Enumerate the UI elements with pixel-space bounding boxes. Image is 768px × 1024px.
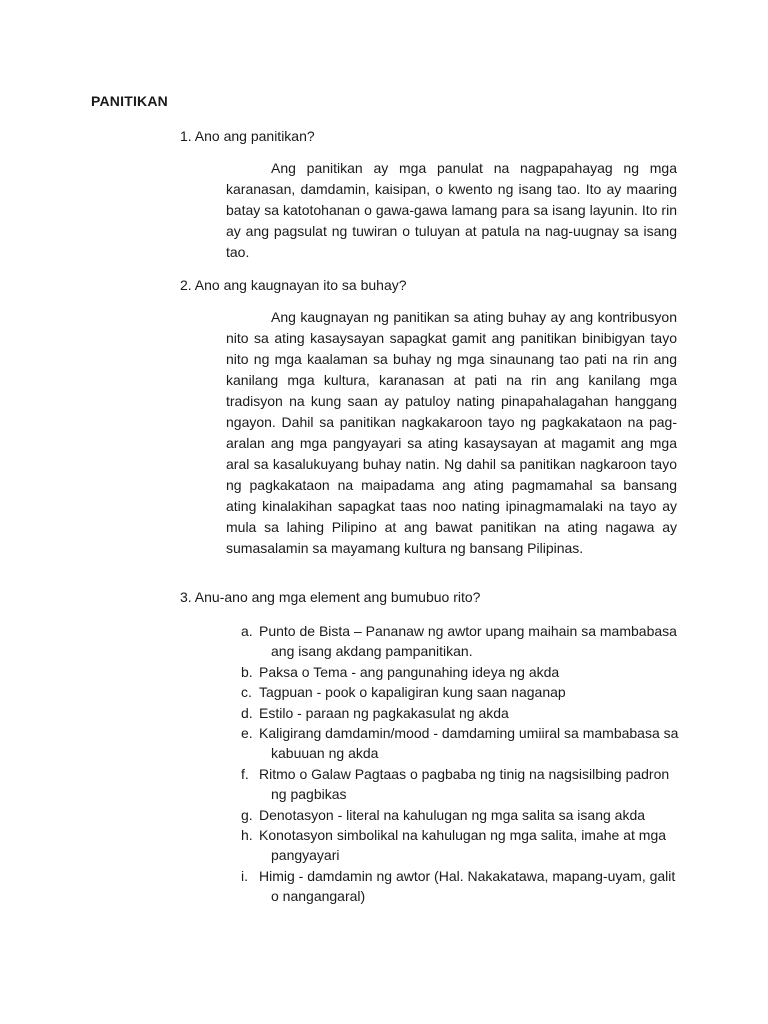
list-item-text: Himig - damdamin ng awtor (Hal. Nakakatawa, mapang-uyam, galit o nangangaral) bbox=[259, 867, 676, 905]
list-item-letter: h. bbox=[241, 827, 253, 844]
list-item-text: Estilo - paraan ng pagkakasulat ng akda bbox=[259, 704, 509, 721]
list-item-letter: b. bbox=[241, 663, 253, 680]
document-title: PANITIKAN bbox=[91, 93, 168, 109]
list-item-letter: e. bbox=[241, 725, 253, 742]
list-item-letter: i. bbox=[241, 867, 248, 884]
list-item bbox=[241, 662, 681, 682]
elements-list bbox=[241, 621, 681, 907]
list-item bbox=[241, 703, 681, 723]
list-item-text: Denotasyon - literal na kahulugan ng mga salita sa isang akda bbox=[259, 806, 646, 823]
list-item-letter: f. bbox=[241, 765, 249, 782]
question-1: 1. Ano ang panitikan? bbox=[180, 128, 315, 144]
list-item-text: Konotasyon simbolikal na kahulugan ng mga salita, imahe at mga pangyayari bbox=[259, 827, 667, 864]
list-item-text: Paksa o Tema - ang pangunahing ideya ng akda bbox=[259, 663, 560, 680]
list-item-text: Tagpuan - pook o kapaligiran kung saan naganap bbox=[259, 684, 566, 701]
list-item bbox=[241, 805, 681, 825]
list-item-letter: a. bbox=[241, 623, 253, 639]
question-3: 3. Anu-ano ang mga element ang bumubuo rito? bbox=[180, 589, 481, 605]
list-item bbox=[241, 723, 681, 764]
list-item bbox=[241, 764, 681, 805]
list-item-letter: d. bbox=[241, 704, 253, 721]
list-item bbox=[241, 866, 681, 907]
list-item-text: Ritmo o Galaw Pagtaas o pagbaba ng tinig na nagsisilbing padron ng pagbikas bbox=[259, 765, 670, 803]
list-item-letter: g. bbox=[241, 806, 253, 823]
list-item-text: Punto de Bista – Pananaw ng awtor upang maihain sa mambabasa ang isang akdang pampanitikan. bbox=[259, 623, 677, 660]
list-item bbox=[241, 682, 681, 702]
question-2: 2. Ano ang kaugnayan ito sa buhay? bbox=[180, 277, 407, 293]
answer-1: Ang panitikan ay mga panulat na nagpapahayag ng mga karanasan, damdamin, kaisipan, o kwento ng isang tao. Ito ay maaring batay sa katotohanan o gawa-gawa lamang para sa isang layunin. Ito rin ay ang pagsulat ng tuwiran o tuluyan at patula na nag-uugnay sa isang tao. bbox=[226, 160, 677, 260]
list-item bbox=[241, 825, 681, 866]
list-item-text: Kaligirang damdamin/mood - damdaming umiiral sa mambabasa sa kabuuan ng akda bbox=[259, 725, 679, 762]
list-item bbox=[241, 621, 681, 662]
answer-2: Ang kaugnayan ng panitikan sa ating buhay ay ang kontribusyon nito sa ating kasaysayan sapagkat gamit ang panitikan binibigyan tayo nito ng mga kaalaman sa buhay ng mga sinaunang tao pati na rin ang kanilang mga kultura, karanasan at pati na rin ang kanilang mga tradisyon na kung saan ay patuloy nating pinapahalagahan hanggang ngayon. Dahil sa panitikan nagkakaroon tayo ng pagkakataon na pag-aralan ang mga pangyayari sa ating kasaysayan at magamit ang mga aral sa kasalukuyang buhay natin. Ng dahil sa panitikan nagkaroon tayo ng pagkakataon na maipadama ang ating pagmamahal sa bansang ating kinalakihan sapagkat taas noo nating ipinagmamalaki na tayo ay mula sa lahing Pilipino at ang bawat panitikan na ating nagawa ay sumasalamin sa mayamang kultura ng bansang Pilipinas. bbox=[226, 309, 677, 556]
list-item-letter: c. bbox=[241, 684, 252, 701]
